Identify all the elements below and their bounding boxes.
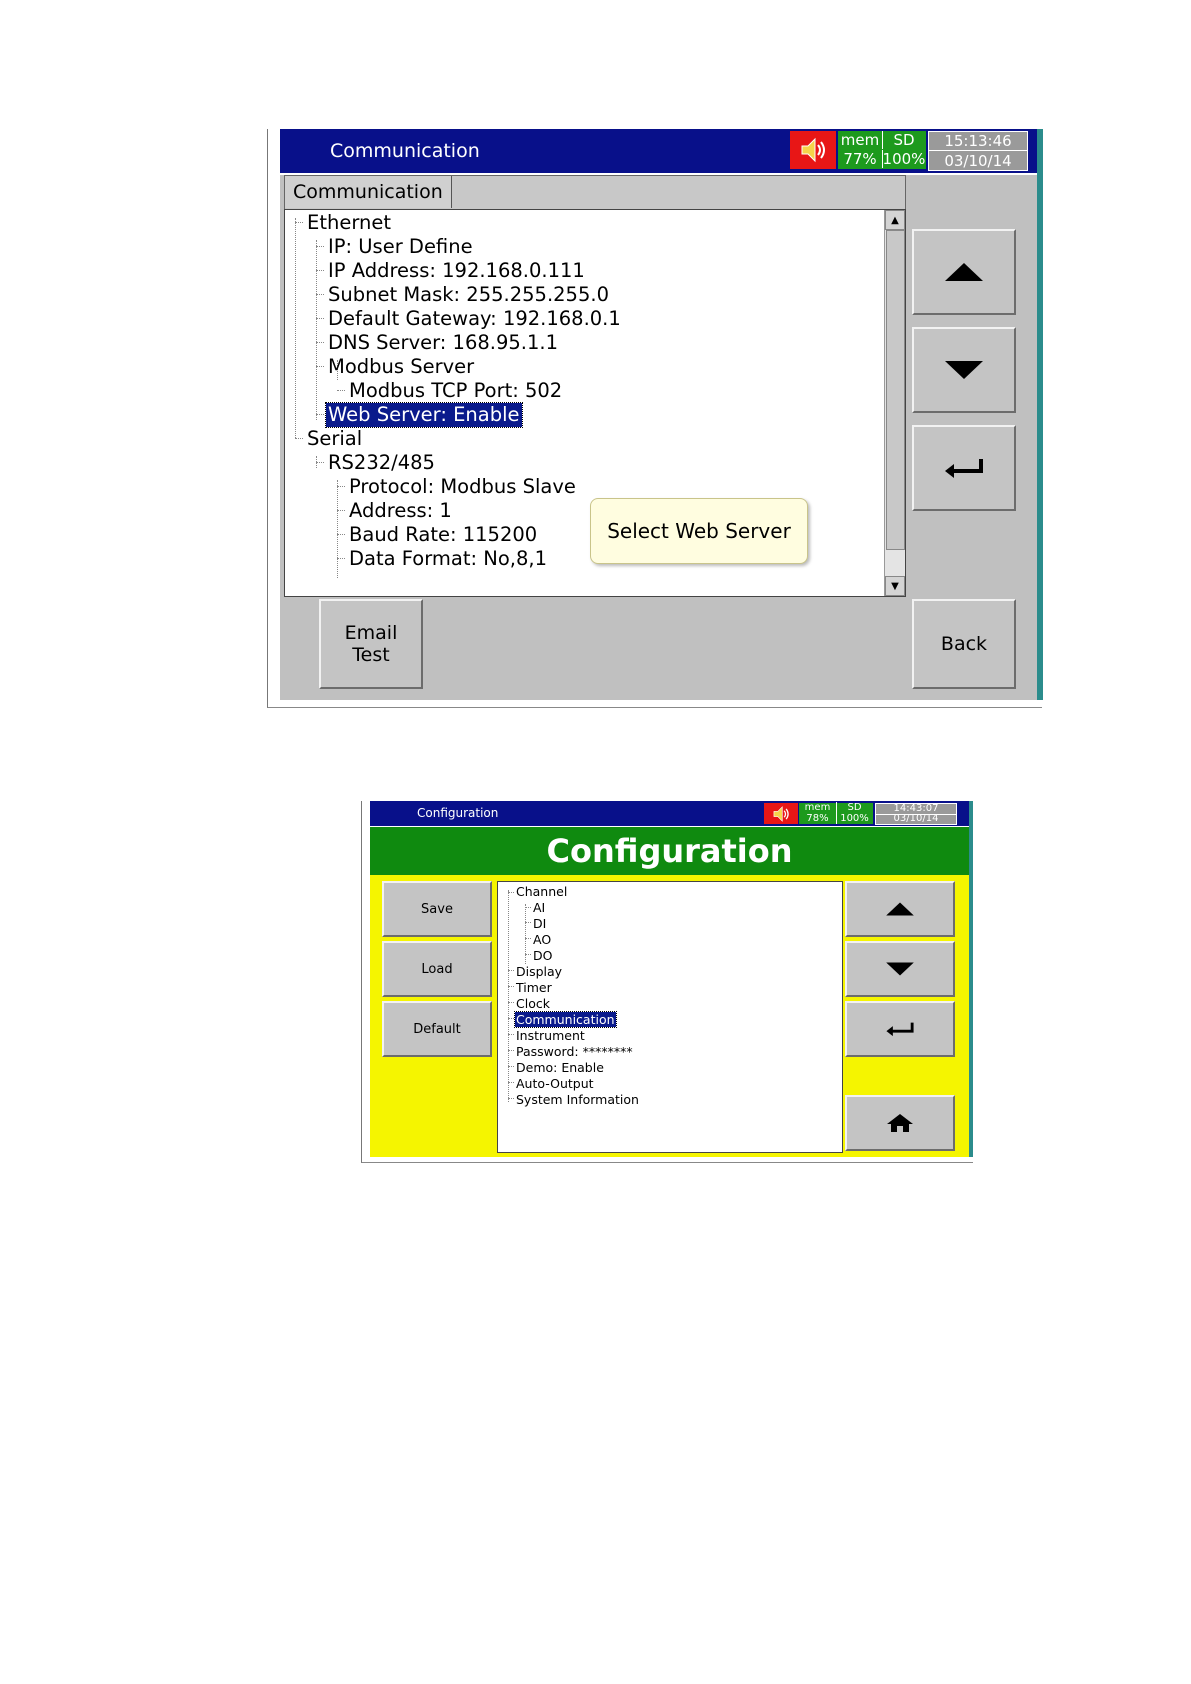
configuration-tree — [497, 881, 843, 1153]
scroll-down-icon[interactable]: ▼ — [885, 576, 905, 596]
tree-item-protocol[interactable]: Protocol: Modbus Slave — [349, 475, 576, 498]
configuration-window — [370, 801, 973, 1157]
default-button[interactable]: Default — [382, 1001, 492, 1057]
speaker-icon[interactable] — [764, 803, 798, 824]
tree-line — [337, 558, 345, 559]
tree-item-ip-mode[interactable]: IP: User Define — [328, 235, 473, 258]
down-arrow-icon — [884, 961, 916, 977]
tree-line — [295, 222, 303, 223]
up-arrow-icon — [943, 261, 985, 283]
tree-line — [316, 294, 324, 295]
clock-date: 03/10/14 — [893, 813, 939, 824]
down-arrow-icon — [943, 359, 985, 381]
mem-label: mem — [838, 131, 883, 149]
back-button[interactable]: Back — [912, 599, 1016, 689]
up-arrow-icon — [884, 901, 916, 917]
window-title: Configuration — [417, 806, 499, 820]
tree-line — [316, 270, 324, 271]
tree-item-password[interactable]: Password: ******** — [516, 1044, 633, 1059]
enter-button[interactable] — [845, 1001, 955, 1057]
tree-line — [337, 510, 345, 511]
tree-item-timer[interactable]: Timer — [516, 980, 552, 995]
tree-item-ai[interactable]: AI — [533, 900, 546, 915]
mem-value: 77% — [838, 150, 883, 168]
tree-item-rs232-485[interactable]: RS232/485 — [328, 451, 435, 474]
tree-line — [525, 938, 531, 939]
tree-line — [508, 1050, 514, 1051]
tree-item-address[interactable]: Address: 1 — [349, 499, 452, 522]
tree-line — [337, 534, 345, 535]
tree-item-di[interactable]: DI — [533, 916, 547, 931]
tree-line — [337, 480, 338, 578]
tree-item-instrument[interactable]: Instrument — [516, 1028, 585, 1043]
sd-value: 100% — [840, 813, 869, 824]
settings-tree — [284, 209, 906, 597]
sd-label: SD — [893, 131, 915, 149]
mem-label: mem — [799, 802, 837, 813]
tree-line — [508, 1018, 514, 1019]
tree-line — [316, 246, 324, 247]
tree-line — [316, 342, 324, 343]
home-icon — [886, 1113, 914, 1133]
tree-line — [337, 390, 345, 391]
tab-strip — [284, 175, 906, 211]
load-button[interactable]: Load — [382, 941, 492, 997]
speaker-icon[interactable] — [790, 131, 836, 169]
tree-item-serial[interactable]: Serial — [307, 427, 363, 450]
communication-window — [280, 129, 1043, 700]
clock-time: 15:13:46 — [929, 132, 1027, 151]
enter-button[interactable] — [912, 425, 1016, 511]
tree-line — [525, 922, 531, 923]
tree-line — [525, 907, 531, 908]
home-button[interactable] — [845, 1095, 955, 1151]
clock — [875, 803, 957, 825]
tab-communication[interactable]: Communication — [285, 176, 452, 208]
tree-line — [316, 462, 324, 463]
page-title: Configuration — [370, 827, 969, 875]
tree-scrollbar[interactable] — [884, 210, 905, 596]
tree-item-do[interactable]: DO — [533, 948, 553, 963]
tree-item-web-server-selected[interactable]: Web Server: Enable — [328, 403, 520, 426]
tree-item-data-format[interactable]: Data Format: No,8,1 — [349, 547, 547, 570]
tree-item-modbus-server[interactable]: Modbus Server — [328, 355, 475, 378]
tree-item-communication-selected[interactable]: Communication — [516, 1012, 615, 1027]
tree-line — [508, 1082, 514, 1083]
clock — [928, 131, 1028, 171]
tree-line — [508, 1066, 514, 1067]
tree-item-ip-address[interactable]: IP Address: 192.168.0.111 — [328, 259, 585, 282]
tree-item-baud-rate[interactable]: Baud Rate: 115200 — [349, 523, 538, 546]
email-test-line2: Test — [352, 644, 390, 666]
tree-line — [508, 1002, 514, 1003]
tree-line — [316, 366, 324, 367]
clock-date: 03/10/14 — [944, 152, 1012, 170]
tree-line — [295, 438, 303, 439]
tree-item-dns-server[interactable]: DNS Server: 168.95.1.1 — [328, 331, 558, 354]
tree-item-auto-output[interactable]: Auto-Output — [516, 1076, 594, 1091]
enter-icon — [885, 1021, 915, 1037]
tree-item-clock[interactable]: Clock — [516, 996, 550, 1011]
memory-status — [838, 131, 926, 169]
tree-line — [508, 970, 514, 971]
scroll-up-icon[interactable]: ▲ — [885, 210, 905, 230]
tree-item-display[interactable]: Display — [516, 964, 563, 979]
title-bar — [280, 129, 1037, 175]
tree-item-modbus-tcp-port[interactable]: Modbus TCP Port: 502 — [349, 379, 563, 402]
scroll-thumb[interactable] — [886, 230, 905, 550]
tree-line — [337, 486, 345, 487]
sd-value: 100% — [882, 150, 926, 168]
tree-line — [508, 890, 509, 1102]
email-test-button[interactable] — [319, 599, 423, 689]
tree-line — [295, 218, 296, 438]
tree-item-system-information[interactable]: System Information — [516, 1092, 639, 1107]
title-bar — [370, 801, 969, 827]
tree-line — [508, 1034, 514, 1035]
enter-icon — [943, 457, 985, 479]
tree-line — [316, 318, 324, 319]
tree-item-default-gateway[interactable]: Default Gateway: 192.168.0.1 — [328, 307, 621, 330]
up-button[interactable] — [845, 881, 955, 937]
tree-line — [508, 892, 514, 893]
tree-item-subnet-mask[interactable]: Subnet Mask: 255.255.255.0 — [328, 283, 609, 306]
tree-line — [316, 414, 324, 415]
window-title: Communication — [330, 140, 480, 162]
communication-screen-screenshot — [267, 129, 1042, 708]
tree-line — [508, 1098, 514, 1099]
sd-label: SD — [847, 802, 862, 813]
tree-item-demo[interactable]: Demo: Enable — [516, 1060, 604, 1075]
tree-line — [508, 986, 514, 987]
memory-status — [799, 803, 873, 824]
down-button[interactable] — [912, 327, 1016, 413]
configuration-screen-screenshot — [361, 801, 973, 1163]
mem-value: 78% — [799, 813, 837, 824]
up-button[interactable] — [912, 229, 1016, 315]
tree-line — [525, 904, 526, 964]
email-test-line1: Email — [344, 622, 398, 644]
callout-tooltip: Select Web Server — [590, 498, 808, 564]
tree-line — [316, 240, 317, 420]
tree-item-ethernet[interactable]: Ethernet — [307, 211, 391, 234]
tree-item-ao[interactable]: AO — [533, 932, 552, 947]
save-button[interactable]: Save — [382, 881, 492, 937]
tree-line — [525, 954, 531, 955]
tree-item-channel[interactable]: Channel — [516, 884, 568, 899]
clock-time: 14:43:07 — [876, 803, 956, 815]
down-button[interactable] — [845, 941, 955, 997]
